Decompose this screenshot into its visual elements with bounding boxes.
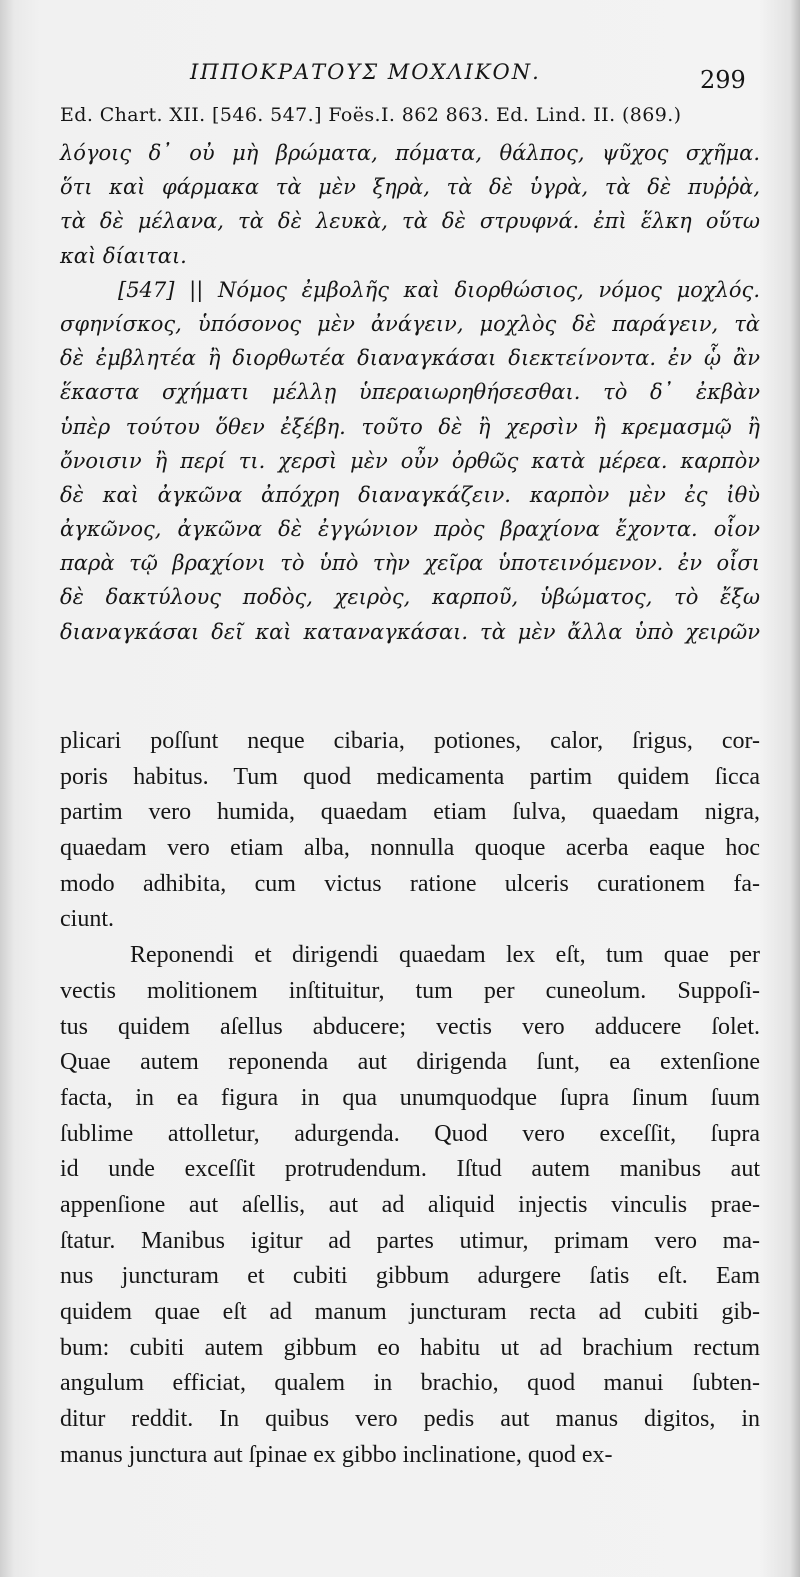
latin-text-line: partim vero humida, quaedam etiam ſulva, quaedam nigra, (60, 799, 760, 826)
latin-text-line: manus junctura aut ſpinae ex gibbo inclinatione, quod ex- (60, 1441, 613, 1468)
greek-text-line: ὅτι καὶ φάρμακα τὰ μὲν ξηρὰ, τὰ δὲ ὑγρὰ, τὰ δὲ πυῤῥὰ, (60, 175, 760, 200)
latin-text-line: modo adhibita, cum victus ratione ulceris curationem fa- (60, 870, 760, 897)
greek-text-line: δὲ δακτύλους ποδὸς, χειρὸς, καρποῦ, ὑβώματος, τὸ ἔξω (60, 585, 760, 610)
greek-text-line: δὲ καὶ ἀγκῶνα ἀπόχρη διαναγκάζειν. καρπὸν μὲν ἐς ἰθὺ (60, 482, 760, 507)
latin-text-line: Reponendi et dirigendi quaedam lex eſt, tum quae per (130, 942, 760, 969)
greek-text-line: ἀγκῶνος, ἀγκῶνα δὲ ἐγγώνιον πρὸς βραχίονα ἔχοντα. οἷον (60, 517, 760, 542)
greek-text-line: ὑπὲρ τούτου ὅθεν ἐξέβη. τοῦτο δὲ ἢ χερσὶν ἢ κρεμασμῷ ἢ (60, 414, 760, 439)
latin-text-line: Quae autem reponenda aut dirigenda ſunt, ea extenſione (60, 1049, 760, 1076)
latin-text-line: ditur reddit. In quibus vero pedis aut manus digitos, in (60, 1406, 760, 1433)
latin-text-line: quidem quae eſt ad manum juncturam recta ad cubiti gib- (60, 1299, 760, 1325)
edition-reference-line: Ed. Chart. XII. [546. 547.] Foës.I. 862 863. Ed. Lind. II. (869.) (60, 104, 682, 126)
greek-text-line: διαναγκάσαι δεῖ καὶ καταναγκάσαι. τὰ μὲν ἄλλα ὑπὸ χειρῶν (60, 619, 760, 644)
latin-text-line: ſublime attolletur, adurgenda. Quod vero exceſſit, ſupra (60, 1120, 760, 1147)
latin-text-line: poris habitus. Tum quod medicamenta partim quidem ſicca (60, 763, 760, 790)
latin-text-line: vectis molitionem inſtituitur, tum per cuneolum. Suppoſi- (60, 977, 760, 1004)
latin-text-line: bum: cubiti autem gibbum eo habitu ut ad brachium rectum (60, 1334, 760, 1361)
latin-text-line: plicari poſſunt neque cibaria, potiones, calor, ſrigus, cor- (60, 728, 760, 754)
latin-text-line: ſtatur. Manibus igitur ad partes utimur, primam vero ma- (60, 1227, 760, 1254)
greek-text-line: καὶ δίαιται. (60, 243, 187, 268)
latin-text-line: angulum efficiat, qualem in brachio, quod manui ſubten- (60, 1370, 760, 1397)
running-title: ΙΠΠΟΚΡΑΤΟΥΣ ΜΟΧΛΙΚΟΝ. (190, 60, 541, 84)
greek-text-line: σφηνίσκος, ὑπόσονος μὲν ἀνάγειν, μοχλὸς δὲ παράγειν, τὰ (60, 311, 760, 336)
greek-text-block (60, 136, 760, 649)
latin-text-line: ciunt. (60, 906, 114, 933)
latin-text-block (60, 724, 760, 1473)
latin-text-line: id unde exceſſit protrudendum. Iſtud autem manibus aut (60, 1156, 760, 1183)
page-header (0, 58, 800, 98)
latin-text-line: tus quidem aſellus abducere; vectis vero adducere ſolet. (60, 1013, 760, 1040)
latin-text-line: appenſione aut aſellis, aut ad aliquid injectis vinculis prae- (60, 1191, 760, 1218)
greek-text-line: λόγοις δ᾽ οὐ μὴ βρώματα, πόματα, θάλπος, ψῦχος σχῆμα. (60, 141, 760, 165)
greek-text-line: ὄνοισιν ἢ περί τι. χερσὶ μὲν οὖν ὀρθῶς κατὰ μέρεα. καρπὸν (60, 448, 760, 473)
greek-text-line: τὰ δὲ μέλανα, τὰ δὲ λευκὰ, τὰ δὲ στρυφνά. ἐπὶ ἕλκη οὕτω (60, 209, 760, 234)
page-number: 299 (700, 66, 746, 94)
greek-text-line: παρὰ τῷ βραχίονι τὸ ὑπὸ τὴν χεῖρα ὑποτεινόμενον. ἐν οἷσι (60, 551, 760, 576)
greek-text-line: [547] || Νόμος ἐμβολῆς καὶ διορθώσιος, νόμος μοχλός. (118, 277, 760, 302)
greek-text-line: δὲ ἐμβλητέα ἢ διορθωτέα διαναγκάσαι διεκτείνοντα. ἐν ᾧ ἂν (60, 346, 760, 371)
latin-text-line: quaedam vero etiam alba, nonnulla quoque acerba eaque hoc (60, 835, 760, 862)
latin-text-line: nus juncturam et cubiti gibbum adurgere ſatis eſt. Eam (60, 1263, 760, 1290)
latin-text-line: facta, in ea figura in qua unumquodque ſupra ſinum ſuum (60, 1084, 760, 1111)
greek-text-line: ἕκαστα σχήματι μέλλῃ ὑπεραιωρηθήσεσθαι. τὸ δ᾽ ἐκβὰν (60, 380, 760, 405)
